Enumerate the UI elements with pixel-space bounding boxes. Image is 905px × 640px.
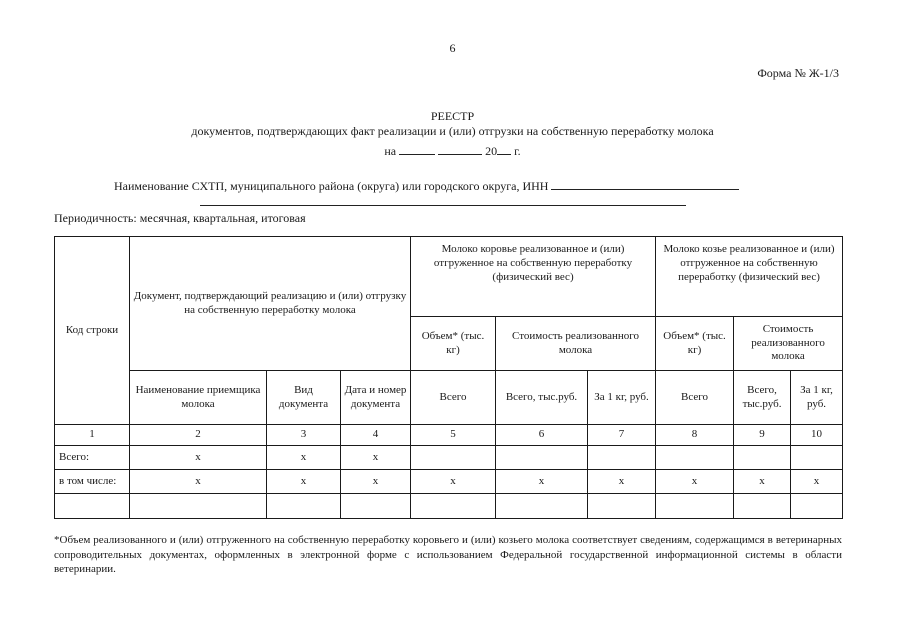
table-cell bbox=[734, 494, 791, 519]
footnote: *Объем реализованного и (или) отгруженного на собственную переработку коровьего и (или) козьего молока соответствует сведениям, содержащимся в ветеринарных сопроводительных документах, оформленных в электронной форме с использованием Федеральной государственной информационной системы в области ветеринарии. bbox=[54, 534, 842, 576]
organization-label: Наименование СХТП, муниципального района (округа) или городского округа, ИНН bbox=[114, 179, 549, 193]
column-number: 8 bbox=[656, 425, 734, 446]
header-goat-total: Всего bbox=[656, 371, 734, 425]
period-year: 20 bbox=[485, 144, 498, 158]
header-cow-total: Всего bbox=[411, 371, 496, 425]
column-number: 9 bbox=[734, 425, 791, 446]
table-cell bbox=[588, 446, 656, 470]
period-month-blank bbox=[438, 144, 482, 155]
organization-blank bbox=[551, 179, 739, 190]
header-code: Код строки bbox=[55, 237, 130, 425]
table-row-empty bbox=[55, 494, 843, 519]
column-number: 10 bbox=[791, 425, 843, 446]
table-cell bbox=[267, 494, 341, 519]
header-row-1 bbox=[55, 237, 843, 317]
column-number: 2 bbox=[130, 425, 267, 446]
registry-table bbox=[54, 236, 843, 519]
table-cell: x bbox=[588, 470, 656, 494]
table-cell bbox=[130, 494, 267, 519]
table-cell bbox=[341, 494, 411, 519]
header-cow-milk: Молоко коровье реализованное и (или) отгруженное на собственную переработку (физический вес) bbox=[411, 237, 656, 317]
table-cell bbox=[791, 494, 843, 519]
table-cell: x bbox=[791, 470, 843, 494]
table-cell: x bbox=[267, 446, 341, 470]
column-number: 7 bbox=[588, 425, 656, 446]
header-cow-cost-total: Всего, тыс.руб. bbox=[496, 371, 588, 425]
row-label: Всего: bbox=[55, 446, 130, 470]
table-cell bbox=[496, 446, 588, 470]
column-number: 4 bbox=[341, 425, 411, 446]
table-cell: x bbox=[267, 470, 341, 494]
organization-blank-second-line bbox=[200, 205, 686, 206]
row-label: в том числе: bbox=[55, 470, 130, 494]
table-cell: x bbox=[130, 446, 267, 470]
table-cell: x bbox=[130, 470, 267, 494]
table-cell bbox=[411, 446, 496, 470]
period-prefix: на bbox=[384, 144, 397, 158]
table-row-including bbox=[55, 470, 843, 494]
column-numbers-row bbox=[55, 425, 843, 446]
header-row-3 bbox=[55, 371, 843, 425]
period-year-blank bbox=[497, 144, 511, 155]
column-number: 5 bbox=[411, 425, 496, 446]
header-document: Документ, подтверждающий реализацию и (или) отгрузку на собственную переработку молока bbox=[130, 237, 411, 371]
header-goat-cost-per-kg: За 1 кг, руб. bbox=[791, 371, 843, 425]
header-doc-date: Дата и номер документа bbox=[341, 371, 411, 425]
page-number: 6 bbox=[449, 41, 456, 55]
periodicity-note: Периодичность: месячная, квартальная, итоговая bbox=[54, 211, 306, 225]
reporting-period-line bbox=[0, 144, 905, 159]
header-cow-volume: Объем* (тыс. кг) bbox=[411, 317, 496, 371]
form-number: Форма № Ж-1/3 bbox=[757, 66, 839, 80]
table-cell bbox=[496, 494, 588, 519]
table-cell: x bbox=[734, 470, 791, 494]
table-cell: x bbox=[496, 470, 588, 494]
header-doc-type: Вид документа bbox=[267, 371, 341, 425]
table-cell bbox=[656, 446, 734, 470]
document-subtitle: документов, подтверждающих факт реализации и (или) отгрузки на собственную переработку молока bbox=[191, 124, 714, 138]
column-number: 6 bbox=[496, 425, 588, 446]
table-cell bbox=[656, 494, 734, 519]
table-cell bbox=[588, 494, 656, 519]
organization-line bbox=[114, 179, 739, 194]
header-cow-cost: Стоимость реализованного молока bbox=[496, 317, 656, 371]
period-suffix: г. bbox=[514, 144, 521, 158]
row-label bbox=[55, 494, 130, 519]
table-cell bbox=[411, 494, 496, 519]
table-cell: x bbox=[656, 470, 734, 494]
header-goat-volume: Объем* (тыс. кг) bbox=[656, 317, 734, 371]
column-number: 3 bbox=[267, 425, 341, 446]
column-number: 1 bbox=[55, 425, 130, 446]
table-cell bbox=[791, 446, 843, 470]
table-cell: x bbox=[341, 470, 411, 494]
header-goat-cost: Стоимость реализованного молока bbox=[734, 317, 843, 371]
header-receiver: Наименование приемщика молока bbox=[130, 371, 267, 425]
document-title: РЕЕСТР bbox=[430, 109, 475, 123]
table-row-total bbox=[55, 446, 843, 470]
table-cell bbox=[734, 446, 791, 470]
table-cell: x bbox=[341, 446, 411, 470]
header-goat-milk: Молоко козье реализованное и (или) отгруженное на собственную переработку (физический вес) bbox=[656, 237, 843, 317]
header-goat-cost-total: Всего, тыс.руб. bbox=[734, 371, 791, 425]
table-cell: x bbox=[411, 470, 496, 494]
header-cow-cost-per-kg: За 1 кг, руб. bbox=[588, 371, 656, 425]
period-day-blank bbox=[399, 144, 435, 155]
